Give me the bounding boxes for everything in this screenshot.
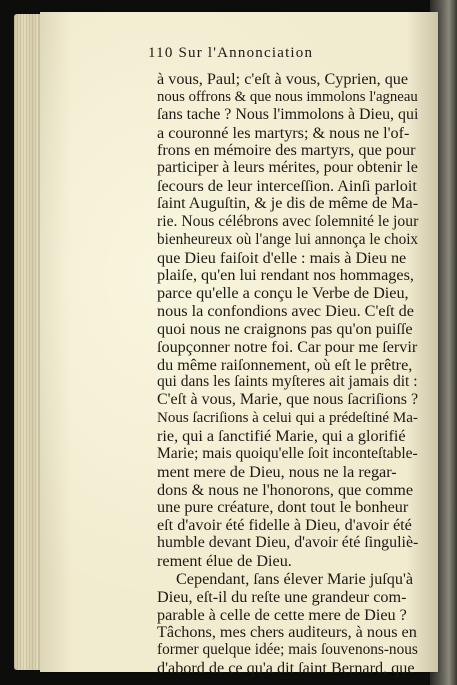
running-header: 110 Sur l'Annonciation (148, 45, 314, 61)
text-line: rie, qui a ſanctifié Marie, qui a glorifié (157, 427, 406, 445)
text-line: quoi nous ne craignons pas qu'on puiſſe (157, 319, 413, 338)
text-line: humble devant Dieu, d'avoir été ſinguliè- (157, 534, 419, 552)
text-line: Tâchons, mes chers auditeurs, à nous en (157, 623, 417, 642)
text-line: qui dans les ſaints myſteres ait jamais dit : (157, 373, 418, 391)
text-line: ſecours de leur interceſſion. Ainſi parloit (157, 177, 417, 196)
text-line: dons & nous ne l'honorons, que comme (157, 480, 414, 499)
text-line: nous la confondions avec Dieu. C'eſt de (157, 302, 414, 321)
text-line: rie. Nous célébrons avec ſolemnité le jour (157, 212, 419, 230)
text-line: frons en mémoire des martyrs, que pour (157, 141, 416, 160)
text-line: du même raiſonnement, où eſt le prêtre, (157, 355, 413, 374)
text-line: a couronné les martyrs; & nous ne l'of- (157, 123, 410, 142)
text-line: Nous ſacriſions à celui qui a prédeſtiné Ma- (157, 410, 418, 427)
text-line: que Dieu faiſoit d'elle : mais à Dieu ne (157, 248, 407, 267)
text-line: rement élue de Dieu. (157, 551, 292, 570)
text-line: ſaint Auguſtin, & je dis de même de Ma- (157, 194, 419, 212)
text-line: eſt d'avoir été fidelle à Dieu, d'avoir été (157, 516, 412, 535)
text-line: nous offrons & que nous immolons l'agneau (157, 88, 418, 105)
text-line: plaiſe, qu'en lui rendant nos hommages, (157, 266, 414, 285)
text-line: bienheureux où l'ange lui annonça le choix (157, 230, 419, 248)
text-line: une pure créature, dont tout le bonheur (157, 498, 409, 517)
text-line: C'eſt à vous, Marie, que nous ſacriſions ? (157, 391, 419, 409)
text-line: ment mere de Dieu, nous ne la regar- (157, 462, 397, 481)
text-line: parce qu'elle a conçu le Verbe de Dieu, (157, 284, 409, 303)
text-line: à vous, Paul; c'eſt à vous, Cyprien, que (157, 70, 409, 88)
text-line: former quelque idée; mais ſouvenons-nous (157, 641, 418, 659)
text-line: ſans tache ? Nous l'immolons à Dieu, qui (157, 105, 419, 123)
text-line: participer à leurs mérites, pour obtenir le (157, 159, 418, 177)
text-line: d'abord de ce qu'a dit ſaint Bernard, que (157, 659, 415, 678)
text-line: Dieu, eſt-il du reſte une grandeur com- (157, 587, 407, 606)
text-line: parable à celle de cette mere de Dieu ? (157, 605, 407, 624)
text-line: Cependant, ſans élever Marie juſqu'à (176, 569, 414, 588)
text-line: Marie; mais quoiqu'elle ſoit inconteſtable- (157, 444, 418, 462)
text-line: ſoupçonner notre foi. Car pour me ſervir (157, 337, 418, 356)
